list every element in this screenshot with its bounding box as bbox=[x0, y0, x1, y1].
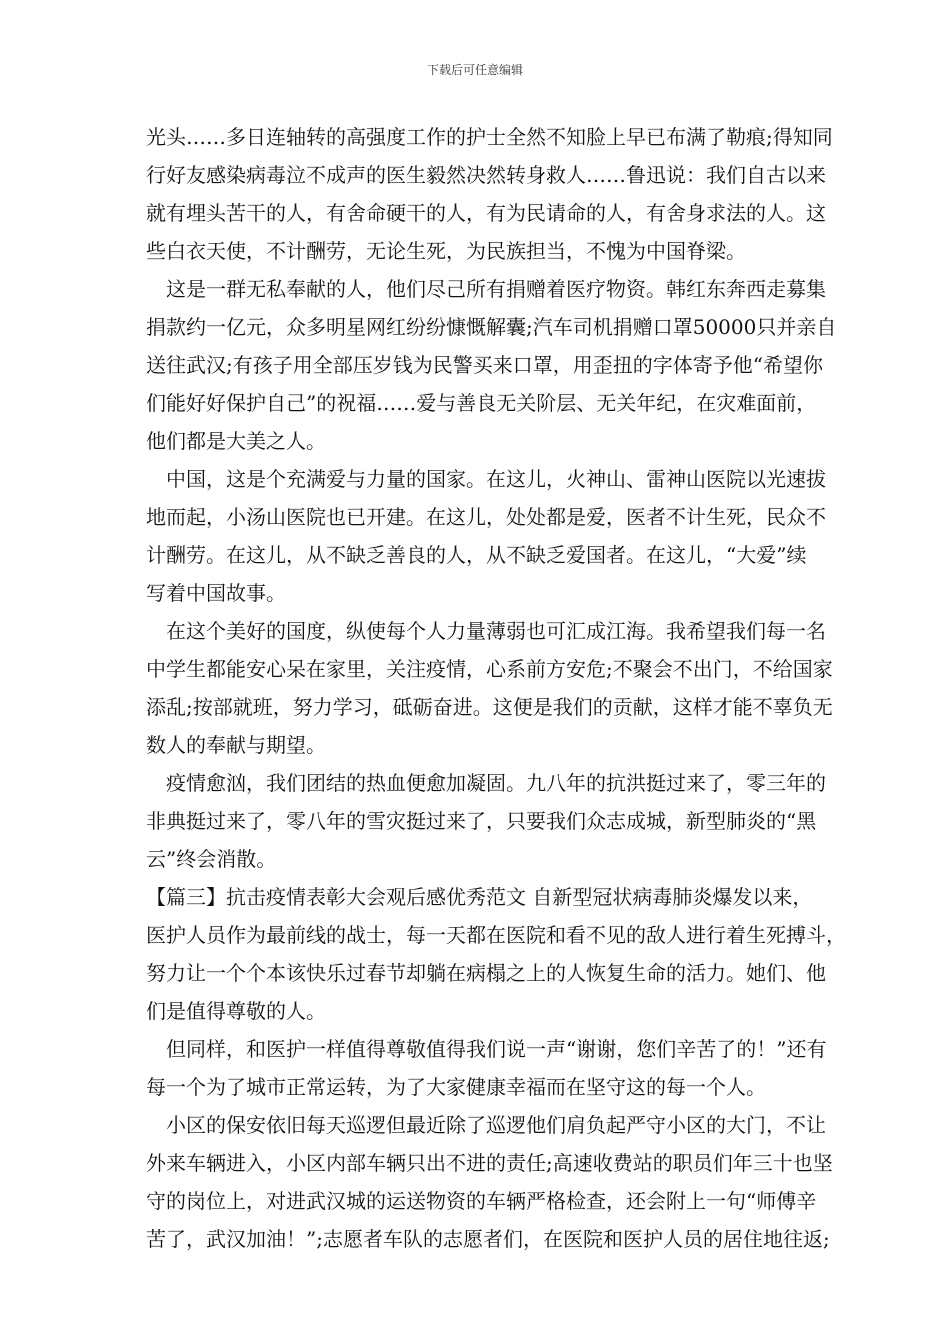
text-line: 光头……多日连轴转的高强度工作的护士全然不知脸上早已布满了勒痕;得知同 bbox=[146, 125, 833, 149]
text-line: 们能好好保护自己”的祝福……爱与善良无关阶层、无关年纪，在灾难面前， bbox=[146, 391, 817, 415]
text-line: 写着中国故事。 bbox=[146, 581, 286, 605]
text-line: 捐款约一亿元，众多明星网红纷纷慷慨解囊;汽车司机捐赠口罩50000只并亲自 bbox=[146, 315, 837, 339]
paragraph-start-line: 小区的保安依旧每天巡逻但最近除了巡逻他们肩负起严守小区的大门，不让 bbox=[166, 1113, 826, 1137]
text-line: 他们都是大美之人。 bbox=[146, 429, 326, 453]
page-header: 下载后可任意编辑 bbox=[426, 63, 523, 77]
text-line: 些白衣天使，不计酬劳，无论生死，为民族担当，不愧为中国脊梁。 bbox=[146, 239, 746, 263]
paragraph-start-line: 中国，这是个充满爱与力量的国家。在这儿，火神山、雷神山医院以光速拔 bbox=[166, 467, 826, 491]
text-line: 就有埋头苦干的人，有舍命硬干的人，有为民请命的人，有舍身求法的人。这 bbox=[146, 201, 826, 225]
text-line: 计酬劳。在这儿，从不缺乏善良的人，从不缺乏爱国者。在这儿，“大爱”续 bbox=[146, 543, 807, 567]
text-line: 云”终会消散。 bbox=[146, 847, 277, 871]
text-line: 们是值得尊敬的人。 bbox=[146, 999, 326, 1023]
text-line: 外来车辆进入，小区内部车辆只出不进的责任;高速收费站的职员们年三十也坚 bbox=[146, 1151, 833, 1175]
text-line: 苦了，武汉加油！”;志愿者车队的志愿者们，在医院和医护人员的居住地往返; bbox=[146, 1227, 830, 1251]
text-line: 努力让一个个本该快乐过春节却躺在病榻之上的人恢复生命的活力。她们、他 bbox=[146, 961, 826, 985]
text-line: 添乱;按部就班，努力学习，砥砺奋进。这便是我们的贡献，这样才能不辜负无 bbox=[146, 695, 833, 719]
text-line: 每一个为了城市正常运转，为了大家健康幸福而在坚守这的每一个人。 bbox=[146, 1075, 766, 1099]
text-line: 非典挺过来了，零八年的雪灾挺过来了，只要我们众志成城，新型肺炎的“黑 bbox=[146, 809, 817, 833]
text-line: 送往武汉;有孩子用全部压岁钱为民警买来口罩，用歪扭的字体寄予他“希望你 bbox=[146, 353, 823, 377]
section-heading-line: 【篇三】抗击疫情表彰大会观后感优秀范文 自新型冠状病毒肺炎爆发以来， bbox=[146, 885, 813, 909]
text-line: 中学生都能安心呆在家里，关注疫情，心系前方安危;不聚会不出门，不给国家 bbox=[146, 657, 833, 681]
text-line: 医护人员作为最前线的战士，每一天都在医院和看不见的敌人进行着生死搏斗， bbox=[146, 923, 846, 947]
text-line: 数人的奉献与期望。 bbox=[146, 733, 326, 757]
paragraph-start-line: 但同样，和医护一样值得尊敬值得我们说一声“谢谢，您们辛苦了的！”还有 bbox=[166, 1037, 827, 1061]
paragraph-start-line: 在这个美好的国度，纵使每个人力量薄弱也可汇成江海。我希望我们每一名 bbox=[166, 619, 826, 643]
text-line: 行好友感染病毒泣不成声的医生毅然决然转身救人……鲁迅说：我们自古以来 bbox=[146, 163, 826, 187]
text-line: 地而起，小汤山医院也已开建。在这儿，处处都是爱，医者不计生死，民众不 bbox=[146, 505, 826, 529]
text-line: 守的岗位上，对进武汉城的运送物资的车辆严格检查，还会附上一句“师傅辛 bbox=[146, 1189, 817, 1213]
paragraph-start-line: 这是一群无私奉献的人，他们尽己所有捐赠着医疗物资。韩红东奔西走募集 bbox=[166, 277, 826, 301]
paragraph-start-line: 疫情愈汹，我们团结的热血便愈加凝固。九八年的抗洪挺过来了，零三年的 bbox=[166, 771, 826, 795]
article-body bbox=[146, 118, 846, 1258]
